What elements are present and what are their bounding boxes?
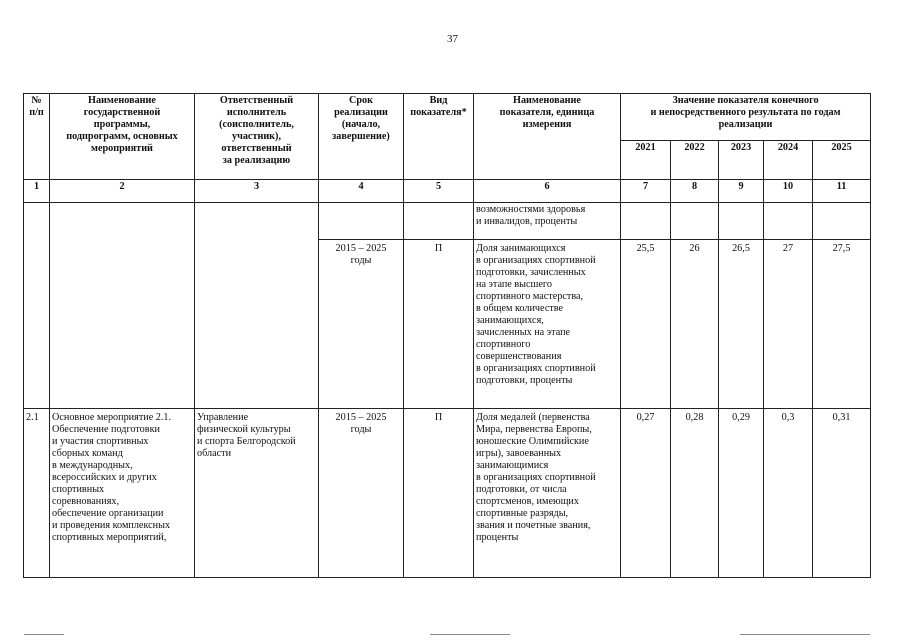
row-indicator-name: Доля занимающихся в организациях спортивной подготовки, зачисленных на этапе высшего спортивного мастерства, в общем количестве занимающихся, зачисленных на этапе спортивного совершенствования в организациях спортивной подготовки, проценты: [474, 240, 621, 409]
header-row: [24, 94, 871, 141]
column-number: 4: [319, 180, 404, 203]
row-value: 26,5: [719, 240, 764, 409]
table-row: [24, 203, 871, 240]
row-period: [319, 203, 404, 240]
row-executor: Управление физической культуры и спорта Белгородской области: [195, 409, 319, 578]
row-executor: [195, 203, 319, 409]
scan-edge-line: [740, 634, 870, 635]
row-indicator-type: П: [404, 409, 474, 578]
header-year: 2025: [813, 141, 871, 180]
header-year: 2021: [621, 141, 671, 180]
column-number: 11: [813, 180, 871, 203]
scan-edge-line: [430, 634, 510, 635]
row-value: 27: [764, 240, 813, 409]
page-number: 37: [447, 33, 458, 45]
row-program-name: [50, 203, 195, 409]
row-value: [719, 203, 764, 240]
row-period: 2015 – 2025 годы: [319, 240, 404, 409]
row-value: 27,5: [813, 240, 871, 409]
column-number: 6: [474, 180, 621, 203]
row-value: [764, 203, 813, 240]
table-row: [24, 409, 871, 578]
header-program-name: Наименование государственной программы, подпрограмм, основных мероприятий: [50, 94, 195, 180]
row-value: 26: [671, 240, 719, 409]
header-values-group: Значение показателя конечного и непосредственного результата по годам реализации: [621, 94, 871, 141]
program-indicators-table: [23, 93, 871, 578]
row-number: [24, 203, 50, 409]
row-value: 0,27: [621, 409, 671, 578]
column-number: 8: [671, 180, 719, 203]
row-program-name: Основное мероприятие 2.1. Обеспечение подготовки и участия спортивных сборных команд в международных, всероссийских и других спортивных соревнованиях, обеспечение организации и проведения комплексных спортивных мероприятий,: [50, 409, 195, 578]
column-number: 3: [195, 180, 319, 203]
header-year: 2023: [719, 141, 764, 180]
column-number: 10: [764, 180, 813, 203]
row-value: 25,5: [621, 240, 671, 409]
header-number: № п/п: [24, 94, 50, 180]
row-period: 2015 – 2025 годы: [319, 409, 404, 578]
column-number: 2: [50, 180, 195, 203]
row-number: 2.1: [24, 409, 50, 578]
scan-edge-line: [24, 634, 64, 635]
column-number: 9: [719, 180, 764, 203]
row-value: [621, 203, 671, 240]
column-numbers-row: [24, 180, 871, 203]
header-year: 2024: [764, 141, 813, 180]
row-indicator-type: [404, 203, 474, 240]
header-indicator-name: Наименование показателя, единица измерения: [474, 94, 621, 180]
row-indicator-type: П: [404, 240, 474, 409]
row-value: 0,28: [671, 409, 719, 578]
row-indicator-name: Доля медалей (первенства Мира, первенства Европы, юношеские Олимпийские игры), завоеванных занимающимися в организациях спортивной подготовки, от числа спортсменов, имеющих спортивные разряды, звания и почетные звания, проценты: [474, 409, 621, 578]
column-number: 5: [404, 180, 474, 203]
header-executor: Ответственный исполнитель (соисполнитель, участник), ответственный за реализацию: [195, 94, 319, 180]
row-value: [671, 203, 719, 240]
row-indicator-name: возможностями здоровья и инвалидов, проценты: [474, 203, 621, 240]
row-value: 0,31: [813, 409, 871, 578]
column-number: 1: [24, 180, 50, 203]
header-period: Срок реализации (начало, завершение): [319, 94, 404, 180]
row-value: 0,29: [719, 409, 764, 578]
header-indicator-type: Вид показателя*: [404, 94, 474, 180]
column-number: 7: [621, 180, 671, 203]
row-value: 0,3: [764, 409, 813, 578]
header-year: 2022: [671, 141, 719, 180]
row-value: [813, 203, 871, 240]
